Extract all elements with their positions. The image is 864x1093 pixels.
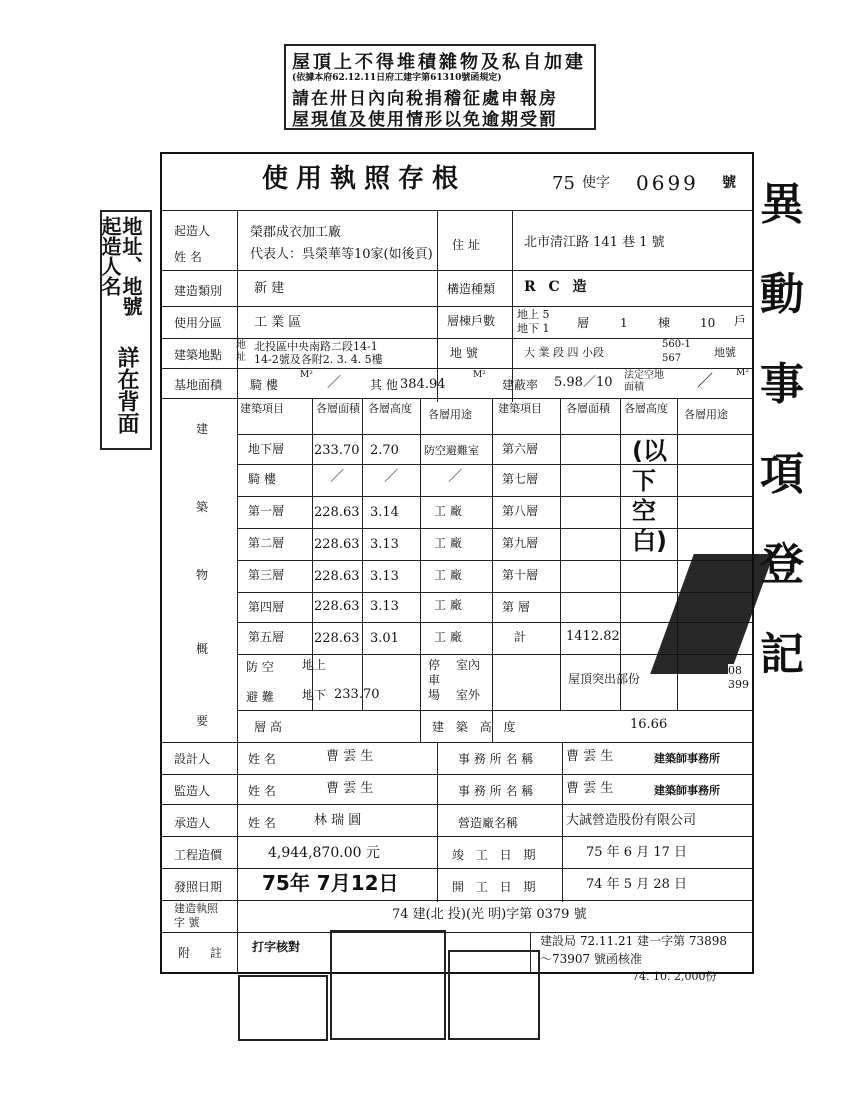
roof-label: 屋頂突出部份 bbox=[568, 672, 641, 686]
building-height-value: 16.66 bbox=[630, 717, 668, 732]
floor-name: 第八層 bbox=[502, 504, 539, 518]
permit-label-2: 字 號 bbox=[174, 916, 200, 929]
coverage-value: 5.98／10 bbox=[554, 375, 613, 390]
lot-label: 地 號 bbox=[450, 346, 478, 360]
designer-office: 曹 雲 生 bbox=[566, 749, 614, 764]
contractor-name: 林 瑞 圓 bbox=[314, 813, 362, 828]
buildings-unit: 棟 bbox=[658, 316, 671, 330]
floor-name: 第九層 bbox=[502, 536, 539, 550]
open-space-label: 法定空地面積 bbox=[624, 370, 664, 393]
m2-unit: M² bbox=[473, 370, 486, 380]
height-label: 層 高 bbox=[254, 720, 282, 734]
shelter-label-1: 防 空 bbox=[246, 660, 274, 674]
summary-label-5: 要 bbox=[196, 714, 209, 728]
floor-area: 228.63 bbox=[314, 599, 360, 614]
building-height-label: 建 築 高 度 bbox=[432, 720, 520, 734]
m2-unit: M² bbox=[300, 370, 313, 380]
remark-text-2: ～73907 號函核准 bbox=[540, 952, 642, 966]
start-value: 74 年 5 月 28 日 bbox=[586, 877, 688, 892]
floor-height: 3.14 bbox=[370, 505, 399, 520]
typing-check-label: 打字核對 bbox=[252, 940, 301, 954]
col-header-height: 各層高度 bbox=[624, 402, 668, 415]
summary-label-1: 建 bbox=[196, 422, 209, 436]
floor-name: 第七層 bbox=[502, 472, 539, 486]
slash: ／ bbox=[327, 375, 341, 391]
floors-above: 地上 5 bbox=[517, 308, 550, 321]
permit-form bbox=[160, 152, 754, 974]
floor-name: 第五層 bbox=[248, 630, 285, 644]
base-area-other-value: 384.94 bbox=[400, 377, 446, 392]
floor-name: 第一層 bbox=[248, 504, 285, 518]
lot-suffix: 地號 bbox=[714, 346, 736, 359]
floor-name: 第三層 bbox=[248, 568, 285, 582]
completion-label: 竣 工 日 期 bbox=[452, 848, 540, 862]
floors-unit: 層 bbox=[577, 316, 590, 330]
blank-note: (以下空白) bbox=[632, 437, 667, 555]
parking-in: 室內 bbox=[456, 658, 481, 672]
floor-area: 228.63 bbox=[314, 537, 360, 552]
permit-value: 74 建(北 投)(光 明)字第 0379 號 bbox=[392, 907, 587, 922]
floor-name: 第十層 bbox=[502, 568, 539, 582]
supervisor-office: 曹 雲 生 bbox=[566, 781, 614, 796]
seal-stamp bbox=[330, 930, 446, 1040]
side-stamp-col-1: 起造人名 bbox=[98, 216, 122, 296]
permit-number-prefix: 75 bbox=[552, 173, 575, 194]
side-stamp-col-3: 詳在背面 bbox=[114, 346, 140, 434]
office-label: 事 務 所 名 稱 bbox=[458, 784, 534, 798]
notice-line-4: 屋現值及使用情形以免逾期受罰 bbox=[292, 110, 558, 130]
cost-label: 工程造價 bbox=[174, 848, 223, 862]
floor-height: 3.13 bbox=[370, 599, 399, 614]
base-area-label: 基地面積 bbox=[174, 378, 223, 392]
floor-use: 工 廠 bbox=[434, 504, 462, 518]
col-header-area: 各層面積 bbox=[316, 402, 360, 415]
buildings-count: 1 bbox=[620, 316, 628, 330]
address-label: 住 址 bbox=[452, 238, 480, 252]
floor-height: ／ bbox=[384, 469, 398, 485]
build-category-label: 建造類別 bbox=[174, 284, 223, 298]
units-unit: 戶 bbox=[734, 314, 747, 328]
notice-stamp bbox=[284, 44, 596, 130]
zoning-value: 工 業 區 bbox=[254, 315, 302, 330]
lot-number-2: 567 bbox=[662, 353, 682, 364]
structure-label: 構造種類 bbox=[447, 282, 496, 296]
summary-label-4: 概 bbox=[196, 642, 209, 656]
floor-name: 第二層 bbox=[248, 536, 285, 550]
print-info: 74. 10. 2,000份 bbox=[632, 970, 717, 983]
permit-number-type: 使字 bbox=[582, 175, 610, 191]
summary-label-2: 築 bbox=[196, 500, 209, 514]
site-label: 建築地點 bbox=[174, 348, 223, 362]
col-header-area: 各層面積 bbox=[566, 402, 610, 415]
site-addr-label: 地 址 bbox=[236, 340, 246, 363]
designer-firm: 建築師事務所 bbox=[654, 752, 720, 765]
lot-number-1: 560-1 bbox=[662, 339, 691, 350]
supervisor-label: 監造人 bbox=[174, 784, 211, 798]
designer-label: 設計人 bbox=[174, 752, 211, 766]
floor-area: 233.70 bbox=[314, 443, 360, 458]
seal-stamp bbox=[448, 950, 540, 1040]
notice-line-3: 請在卅日內向稅捐稽征處申報房 bbox=[292, 89, 558, 109]
slash: ／ bbox=[697, 371, 714, 390]
col-header-use: 各層用途 bbox=[684, 408, 728, 421]
supervisor-name: 曹 雲 生 bbox=[326, 781, 374, 796]
seal-stamp bbox=[238, 975, 328, 1041]
floor-area: 228.63 bbox=[314, 569, 360, 584]
floor-name: 第 層 bbox=[502, 600, 530, 614]
remarks-label: 附 註 bbox=[178, 946, 230, 960]
right-margin-note: 異動事項登記 bbox=[760, 179, 804, 680]
shelter-below-value: 233.70 bbox=[334, 687, 380, 702]
base-area-other-label: 其 他 bbox=[370, 378, 398, 392]
remark-text-1: 建設局 72.11.21 建一字第 73898 bbox=[540, 934, 728, 948]
parking-label: 停車場 bbox=[428, 658, 441, 702]
structure-value: R C 造 bbox=[524, 279, 591, 295]
floor-use: 工 廠 bbox=[434, 568, 462, 582]
floor-height: 3.13 bbox=[370, 537, 399, 552]
total-label: 計 bbox=[514, 630, 527, 644]
notice-line-1: 屋頂上不得堆積雜物及私自加建 bbox=[292, 52, 586, 73]
applicant-label-2: 姓 名 bbox=[174, 250, 202, 264]
site-address-2: 14-2號及各附2. 3. 4. 5樓 bbox=[254, 353, 383, 366]
name-label: 姓 名 bbox=[248, 784, 276, 798]
floor-use: 工 廠 bbox=[434, 536, 462, 550]
total-area: 1412.82 bbox=[566, 629, 620, 644]
floor-use: 工 廠 bbox=[434, 598, 462, 612]
side-stamp-col-2: 地址、地號 bbox=[119, 216, 143, 316]
designer-name: 曹 雲 生 bbox=[326, 749, 374, 764]
units-count: 10 bbox=[700, 316, 716, 330]
floors-label: 層棟戶數 bbox=[447, 314, 496, 328]
firm-name-label: 營造廠名稱 bbox=[458, 816, 519, 830]
contractor-label: 承造人 bbox=[174, 816, 211, 830]
build-category-value: 新 建 bbox=[254, 281, 285, 296]
completion-value: 75 年 6 月 17 日 bbox=[586, 845, 688, 860]
permit-label-1: 建造執照 bbox=[174, 902, 218, 915]
applicant-name: 榮郡成衣加工廠 bbox=[250, 225, 342, 240]
base-area-arcade-label: 騎 樓 bbox=[250, 378, 278, 392]
site-address-1: 北投區中央南路二段14-1 bbox=[254, 340, 378, 353]
col-header-item: 建築項目 bbox=[498, 402, 542, 415]
applicant-label-1: 起造人 bbox=[174, 224, 211, 238]
name-label: 姓 名 bbox=[248, 816, 276, 830]
coverage-label: 建蔽率 bbox=[502, 378, 539, 392]
start-label: 開 工 日 期 bbox=[452, 880, 540, 894]
shelter-label-2: 避 難 bbox=[246, 690, 274, 704]
floor-name: 第六層 bbox=[502, 442, 539, 456]
floor-height: 2.70 bbox=[370, 443, 399, 458]
summary-label-3: 物 bbox=[196, 568, 209, 582]
permit-number: 0699 bbox=[636, 171, 699, 195]
roof-values: 08 399 bbox=[728, 664, 749, 691]
form-title: 使用執照存根 bbox=[262, 164, 467, 194]
applicant-representative: 代表人：呉榮華等10家(如後頁) bbox=[250, 247, 433, 262]
floor-name: 騎 樓 bbox=[248, 472, 276, 486]
supervisor-firm: 建築師事務所 bbox=[654, 784, 720, 797]
floor-use: 工 廠 bbox=[434, 630, 462, 644]
lot-value: 大 業 段 四 小段 bbox=[524, 346, 604, 359]
address-value: 北市清江路 141 巷 1 號 bbox=[524, 235, 665, 250]
cost-value: 4,944,870.00 元 bbox=[268, 845, 380, 861]
shelter-below-label: 地下 bbox=[302, 688, 327, 702]
issue-value: 75年 7月12日 bbox=[262, 871, 399, 895]
contractor-firm: 大誠營造股份有限公司 bbox=[566, 813, 697, 828]
floor-height: 3.01 bbox=[370, 631, 399, 646]
floor-area: 228.63 bbox=[314, 505, 360, 520]
col-header-item: 建築項目 bbox=[240, 402, 284, 415]
floor-area: ／ bbox=[330, 469, 344, 485]
col-header-height: 各層高度 bbox=[368, 402, 412, 415]
floors-below: 地下 1 bbox=[517, 322, 550, 335]
issue-label: 發照日期 bbox=[174, 880, 223, 894]
name-label: 姓 名 bbox=[248, 752, 276, 766]
col-header-use: 各層用途 bbox=[428, 408, 472, 421]
permit-number-suffix: 號 bbox=[722, 175, 736, 191]
floor-name: 第四層 bbox=[248, 600, 285, 614]
floor-height: 3.13 bbox=[370, 569, 399, 584]
parking-out: 室外 bbox=[456, 688, 481, 702]
notice-line-2: (依據本府62.12.11日府工建字第61310號函規定) bbox=[292, 73, 502, 83]
floor-use: 防空避難室 bbox=[424, 444, 479, 457]
floor-use: ／ bbox=[448, 469, 462, 485]
zoning-label: 使用分區 bbox=[174, 316, 223, 330]
floor-name: 地下層 bbox=[248, 442, 285, 456]
shelter-above-label: 地上 bbox=[302, 658, 327, 672]
office-label: 事 務 所 名 稱 bbox=[458, 752, 534, 766]
floor-area: 228.63 bbox=[314, 631, 360, 646]
scan-shadow bbox=[650, 554, 774, 674]
m2-unit: M² bbox=[736, 368, 749, 378]
